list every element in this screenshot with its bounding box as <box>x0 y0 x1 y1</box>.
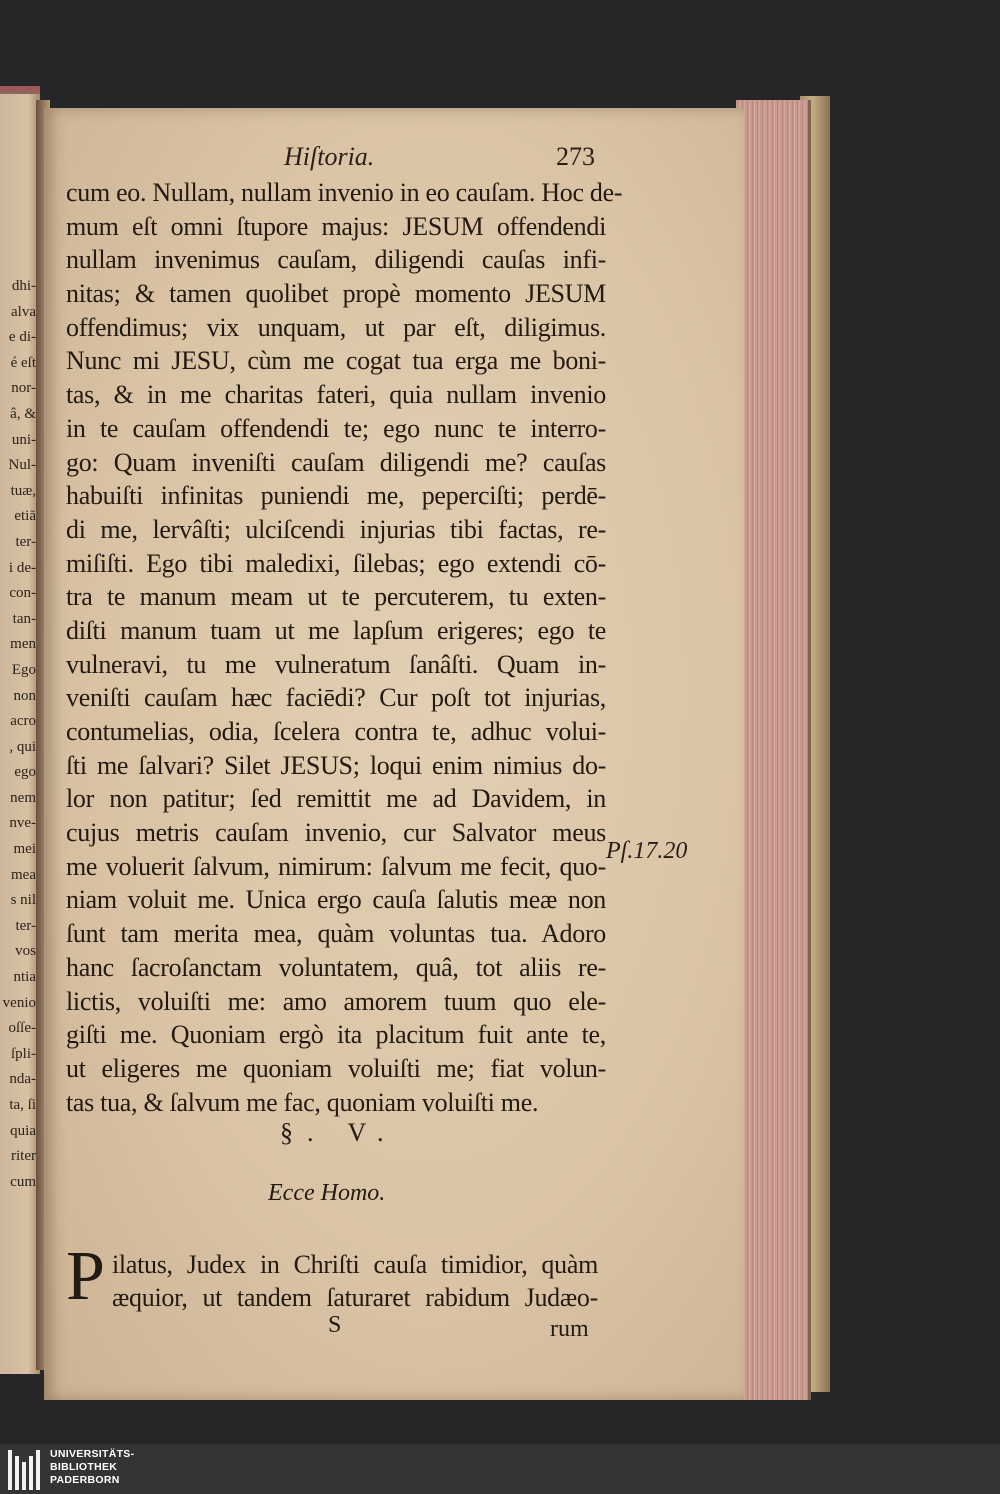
logo-line-3: PADERBORN <box>50 1474 120 1486</box>
second-paragraph <box>112 1248 598 1314</box>
left-page-fragment: ter- <box>15 917 36 934</box>
text-line: niam voluit me. Unica ergo cauſa ſalutis meæ non <box>66 885 606 915</box>
text-line: in te cauſam offendendi te; ego nunc te interro- <box>66 413 606 443</box>
left-page-fragment: nda- <box>9 1071 36 1088</box>
left-page-fragment: venio <box>2 994 36 1011</box>
left-page-fragment: etiā <box>14 508 36 525</box>
left-page-fragment: tuæ, <box>10 482 36 499</box>
left-page-fragment: con- <box>9 585 36 602</box>
library-logo-icon <box>8 1450 44 1490</box>
left-page-fragment: mea <box>11 866 36 883</box>
page-edges <box>736 100 811 1400</box>
text-line: cum eo. Nullam, nullam invenio in eo cauſam. Hoc de- <box>66 178 623 207</box>
text-line: habuiſti infinitas puniendi me, peperciſti; perdē- <box>66 481 606 511</box>
left-page-fragment: nor- <box>11 380 36 397</box>
text-line: di me, lervâſti; ulciſcendi injurias tibi factas, re- <box>66 514 606 544</box>
running-title: Hiſtoria. <box>284 142 375 171</box>
text-line: cujus metris cauſam invenio, cur Salvator meus <box>66 818 606 848</box>
left-page-fragment: men <box>10 636 36 653</box>
left-page-fragment: i de- <box>8 559 36 576</box>
left-page-fragment: ter- <box>15 533 36 550</box>
section-heading: Ecce Homo. <box>268 1180 386 1206</box>
left-page-fragment: Ego <box>11 661 36 678</box>
text-line: me voluerit ſalvum, nimirum: ſalvum me fecit, quo- <box>66 851 606 881</box>
text-line: mum eſt omni ſtupore majus: JESUM offendendi <box>66 211 606 241</box>
text-line: æquior, ut tandem ſaturaret rabidum Judæo- <box>112 1283 598 1312</box>
left-page-fragment: s nil <box>10 892 36 909</box>
text-line: ut eligeres me quoniam voluiſti me; fiat volun- <box>66 1053 606 1083</box>
text-line: vulneravi, tu me vulneratum ſanâſti. Quam in- <box>66 649 606 679</box>
signature-mark: S <box>328 1312 342 1338</box>
left-page-fragment: alva <box>11 303 36 320</box>
text-line: ilatus, Judex in Chriſti cauſa timidior, quàm <box>112 1250 598 1279</box>
left-page-fragment: , qui <box>9 738 36 755</box>
main-text-block <box>66 176 623 1119</box>
left-page-fragment: riter <box>11 1148 36 1165</box>
left-page-fragment: nve- <box>9 815 36 832</box>
text-line: veniſti cauſam hæc faciēdi? Cur poſt tot injurias, <box>66 683 606 713</box>
text-line: tra te manum meam ut te percuterem, tu exten- <box>66 582 606 612</box>
text-line: giſti me. Quoniam ergò ita placitum fuit ante te, <box>66 1020 606 1050</box>
text-line: lictis, voluiſti me: amo amorem tuum quo ele- <box>66 986 606 1016</box>
text-line: ſunt tam merita mea, quàm voluntas tua. Adoro <box>66 919 606 949</box>
left-page-fragment: ſpli- <box>11 1045 36 1062</box>
text-line: ſti me ſalvari? Silet JESUS; loqui enim nimius do- <box>66 750 606 780</box>
left-page-fragment: vos <box>15 943 36 960</box>
text-line: nullam invenimus cauſam, diligendi cauſas infi- <box>66 245 606 275</box>
text-line: tas, & in me charitas fateri, quia nullam invenio <box>66 380 606 410</box>
library-logo-text <box>50 1448 134 1487</box>
left-page <box>0 92 40 1374</box>
left-page-fragment: é eſt <box>10 354 36 371</box>
left-page-fragment: ntia <box>13 969 36 986</box>
left-page-fragment: â, & <box>10 405 36 422</box>
left-page-fragment: ego <box>14 764 36 781</box>
left-page-fragment: Nul- <box>8 457 36 474</box>
left-page-fragment: nem <box>10 789 36 806</box>
left-page-fragment: oſſe- <box>8 1020 36 1037</box>
text-line: offendimus; vix unquam, ut par eſt, diligimus. <box>66 312 606 342</box>
logo-line-1: UNIVERSITÄTS- <box>50 1448 135 1460</box>
left-page-fragment: quia <box>10 1122 36 1139</box>
catchword: rum <box>550 1316 589 1342</box>
text-line: hanc ſacroſanctam voluntatem, quâ, tot aliis re- <box>66 952 606 982</box>
left-page-fragment: e di- <box>8 329 36 346</box>
section-mark: §. V. <box>280 1118 398 1147</box>
text-line: contumelias, odia, ſcelera contra te, adhuc volui- <box>66 717 606 746</box>
text-line: Nunc mi JESU, cùm me cogat tua erga me boni- <box>66 346 606 376</box>
left-page-fragment: cum <box>10 1173 36 1190</box>
dropcap-initial: P <box>66 1238 105 1315</box>
text-line: go: Quam inveniſti cauſam diligendi me? cauſas <box>66 447 606 477</box>
left-page-fragment: mei <box>13 841 36 858</box>
footer-bar <box>0 1444 1000 1494</box>
text-line: nitas; & tamen quolibet propè momento JESUM <box>66 279 606 309</box>
left-page-fragment: ta, ſi <box>9 1097 36 1113</box>
text-line: diſti manum tuam ut me lapſum erigeres; ego te <box>66 615 606 645</box>
left-page-fragment: tan- <box>12 610 36 627</box>
text-line: miſiſti. Ego tibi maledixi, ſilebas; ego extendi cō- <box>66 548 606 578</box>
left-page-fragment: acro <box>10 713 36 730</box>
text-line: tas tua, & ſalvum me fac, quoniam voluiſti me. <box>66 1087 539 1117</box>
marginal-note: Pſ.17.20 <box>606 838 688 864</box>
left-page-fragment: uni- <box>11 431 36 448</box>
left-page-text-fragments <box>0 274 40 1195</box>
left-page-fragment: non <box>13 687 36 704</box>
left-page-fragment: dhi- <box>11 278 36 294</box>
text-line: lor non patitur; ſed remittit me ad Davidem, in <box>66 784 606 814</box>
logo-line-2: BIBLIOTHEK <box>50 1461 118 1473</box>
page-number: 273 <box>556 142 595 171</box>
